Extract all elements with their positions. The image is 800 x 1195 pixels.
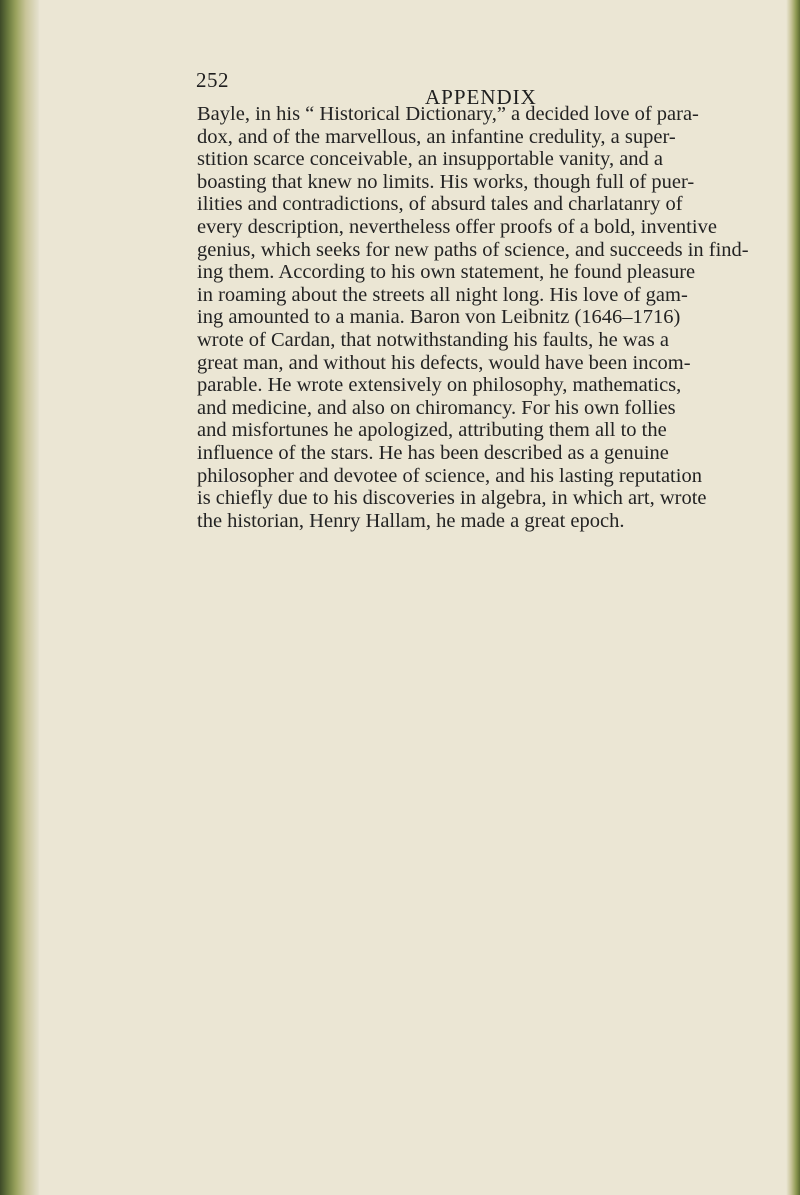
text-line: the historian, Henry Hallam, he made a great epoch. (197, 509, 625, 532)
text-line: boasting that knew no limits. His works, though full of puer- (197, 170, 695, 193)
text-line: ing them. According to his own statement, he found pleasure (197, 261, 696, 284)
text-line: and medicine, and also on chiromancy. For his own follies (197, 396, 676, 419)
text-line: Bayle, in his “ Historical Dictionary,” a decided love of para- (197, 103, 699, 125)
text-line: stition scarce conceivable, an insupportable vanity, and a (197, 148, 664, 171)
text-line: every description, nevertheless offer proofs of a bold, inventive (197, 215, 717, 238)
text-line: influence of the stars. He has been described as a genuine (197, 441, 669, 464)
text-line: ilities and contradictions, of absurd tales and charlatanry of (197, 193, 683, 216)
text-line: ing amounted to a mania. Baron von Leibnitz (1646–1716) (197, 306, 681, 329)
text-line: parable. He wrote extensively on philosophy, mathematics, (197, 374, 682, 397)
text-line: in roaming about the streets all night long. His love of gam- (197, 283, 688, 306)
text-line: dox, and of the marvellous, an infantine credulity, a super- (197, 125, 676, 148)
page-number: 252 (196, 68, 229, 92)
text-line: and misfortunes he apologized, attributing them all to the (197, 419, 667, 442)
book-binding-left (0, 0, 40, 1195)
text-line: wrote of Cardan, that notwithstanding his faults, he was a (197, 328, 669, 351)
text-line: is chiefly due to his discoveries in algebra, in which art, wrote (197, 487, 707, 510)
running-head: APPENDIX (425, 85, 537, 109)
body-text (197, 103, 787, 532)
text-line: philosopher and devotee of science, and his lasting reputation (197, 464, 702, 487)
text-line: genius, which seeks for new paths of science, and succeeds in find- (197, 238, 749, 261)
book-binding-right (786, 0, 800, 1195)
text-line: great man, and without his defects, would have been incom- (197, 351, 691, 374)
